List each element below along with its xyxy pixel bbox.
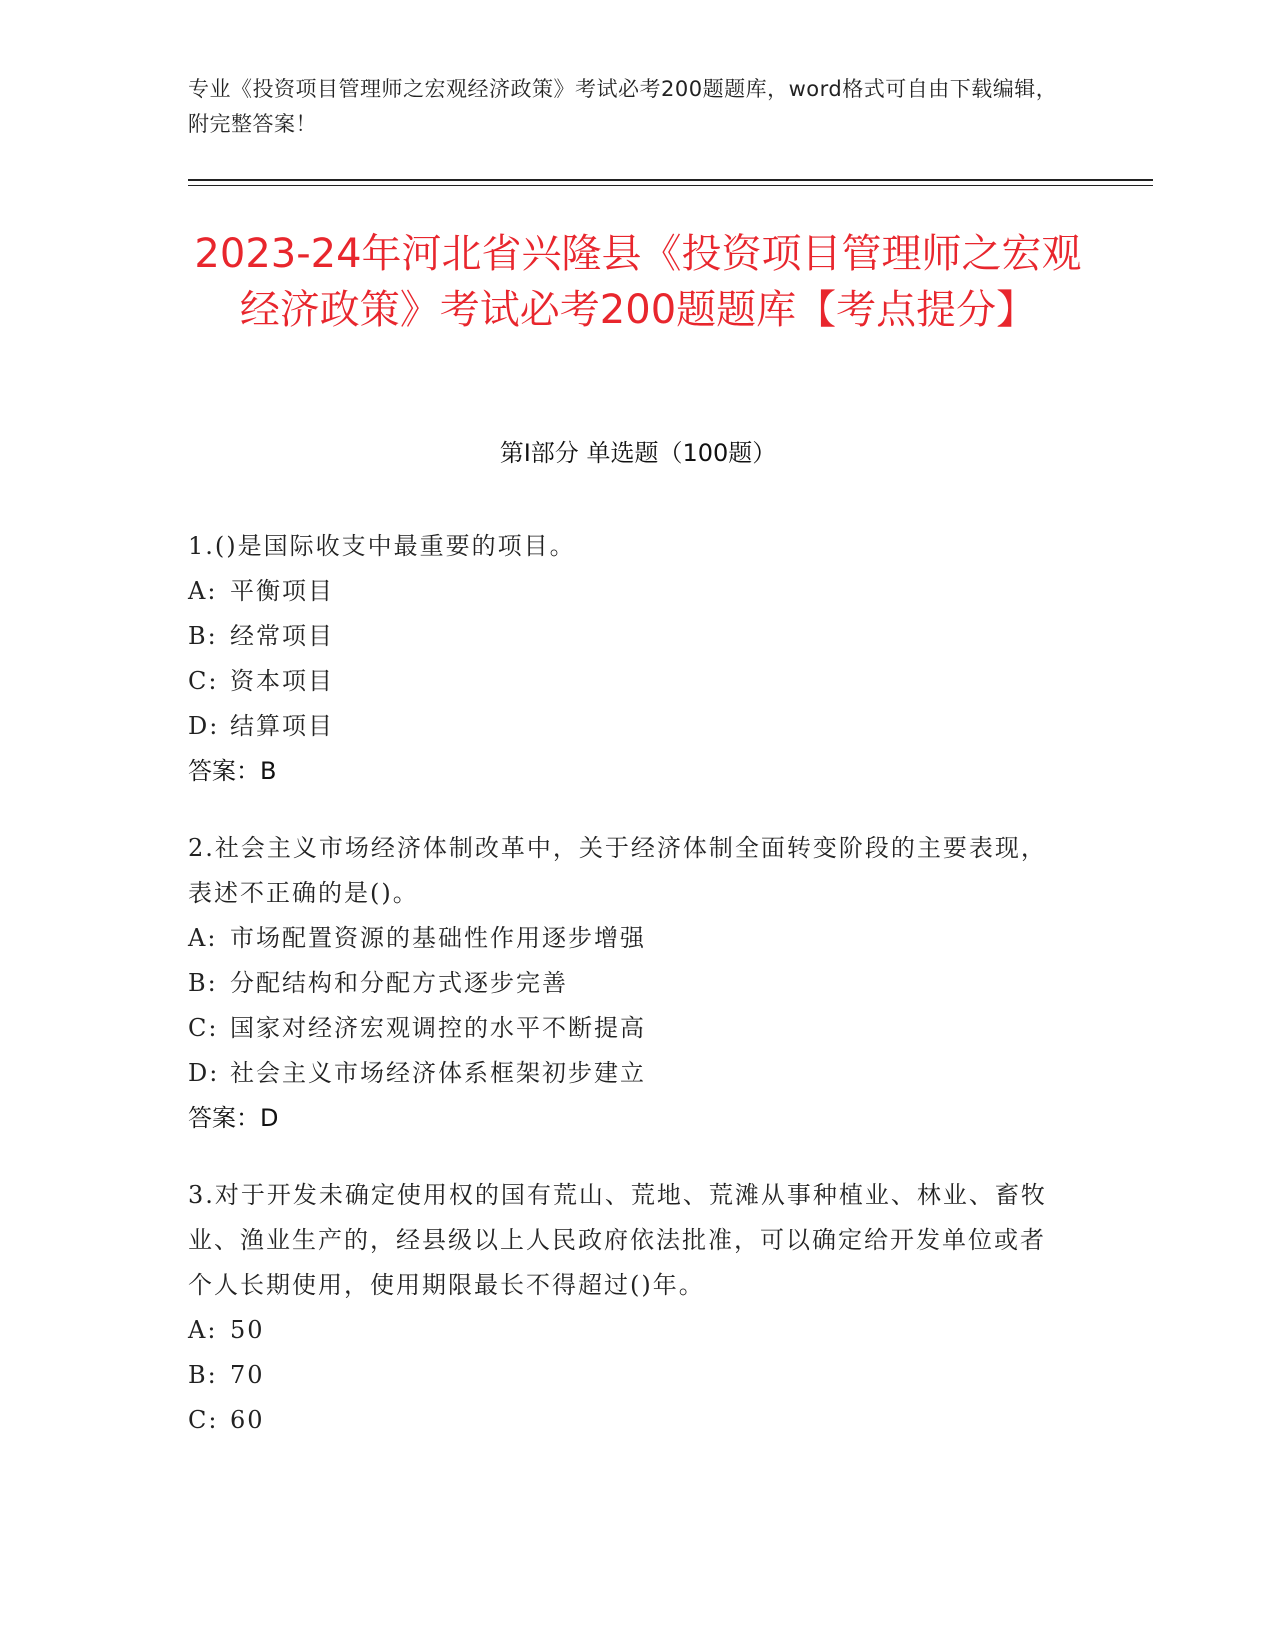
question-stem: 1.()是国际收支中最重要的项目。	[188, 532, 576, 560]
option-letter: D:	[188, 712, 220, 740]
option-text: 平衡项目	[230, 577, 334, 605]
section-heading: 第I部分 单选题（100题）	[499, 439, 777, 467]
question-3	[188, 1173, 1068, 1443]
option-a	[188, 569, 1068, 614]
question-1	[188, 524, 1068, 794]
header-note: 专业《投资项目管理师之宏观经济政策》考试必考200题题库，word格式可自由下载编辑，附完整答案！	[188, 77, 1058, 136]
option-text: 国家对经济宏观调控的水平不断提高	[230, 1014, 646, 1042]
option-letter: A:	[188, 924, 218, 952]
option-letter: C:	[188, 1014, 219, 1042]
option-text: 资本项目	[230, 667, 334, 695]
question-2	[188, 826, 1068, 1141]
option-letter: B:	[188, 622, 218, 650]
option-text: 60	[230, 1406, 265, 1434]
question-list	[188, 524, 1068, 1475]
option-letter: A:	[188, 1316, 218, 1344]
option-b	[188, 614, 1068, 659]
document-title: 2023-24年河北省兴隆县《投资项目管理师之宏观经济政策》考试必考200题题库【考点提分】	[194, 231, 1082, 333]
option-c	[188, 1398, 1068, 1443]
option-a	[188, 916, 1068, 961]
question-stem: 3.对于开发未确定使用权的国有荒山、荒地、荒滩从事种植业、林业、畜牧业、渔业生产的，经县级以上人民政府依法批准，可以确定给开发单位或者个人长期使用，使用期限最长不得超过()年。	[188, 1181, 1047, 1299]
option-c	[188, 659, 1068, 704]
header-rule-thin	[188, 185, 1153, 186]
option-a	[188, 1308, 1068, 1353]
option-c	[188, 1006, 1068, 1051]
option-text: 结算项目	[230, 712, 334, 740]
option-text: 50	[230, 1316, 265, 1344]
option-d	[188, 704, 1068, 749]
option-d	[188, 1051, 1068, 1096]
option-letter: C:	[188, 667, 219, 695]
option-b	[188, 961, 1068, 1006]
option-letter: A:	[188, 577, 218, 605]
answer-line: 答案：D	[188, 1104, 279, 1132]
question-stem: 2.社会主义市场经济体制改革中，关于经济体制全面转变阶段的主要表现，表述不正确的是()。	[188, 834, 1047, 907]
option-text: 分配结构和分配方式逐步完善	[230, 969, 568, 997]
option-b	[188, 1353, 1068, 1398]
option-letter: C:	[188, 1406, 219, 1434]
option-text: 经常项目	[230, 622, 334, 650]
option-text: 市场配置资源的基础性作用逐步增强	[230, 924, 646, 952]
option-letter: D:	[188, 1059, 220, 1087]
option-text: 70	[230, 1361, 265, 1389]
option-text: 社会主义市场经济体系框架初步建立	[230, 1059, 646, 1087]
header-rule-thick	[188, 179, 1153, 181]
option-letter: B:	[188, 969, 218, 997]
answer-line: 答案：B	[188, 757, 277, 785]
option-letter: B:	[188, 1361, 218, 1389]
